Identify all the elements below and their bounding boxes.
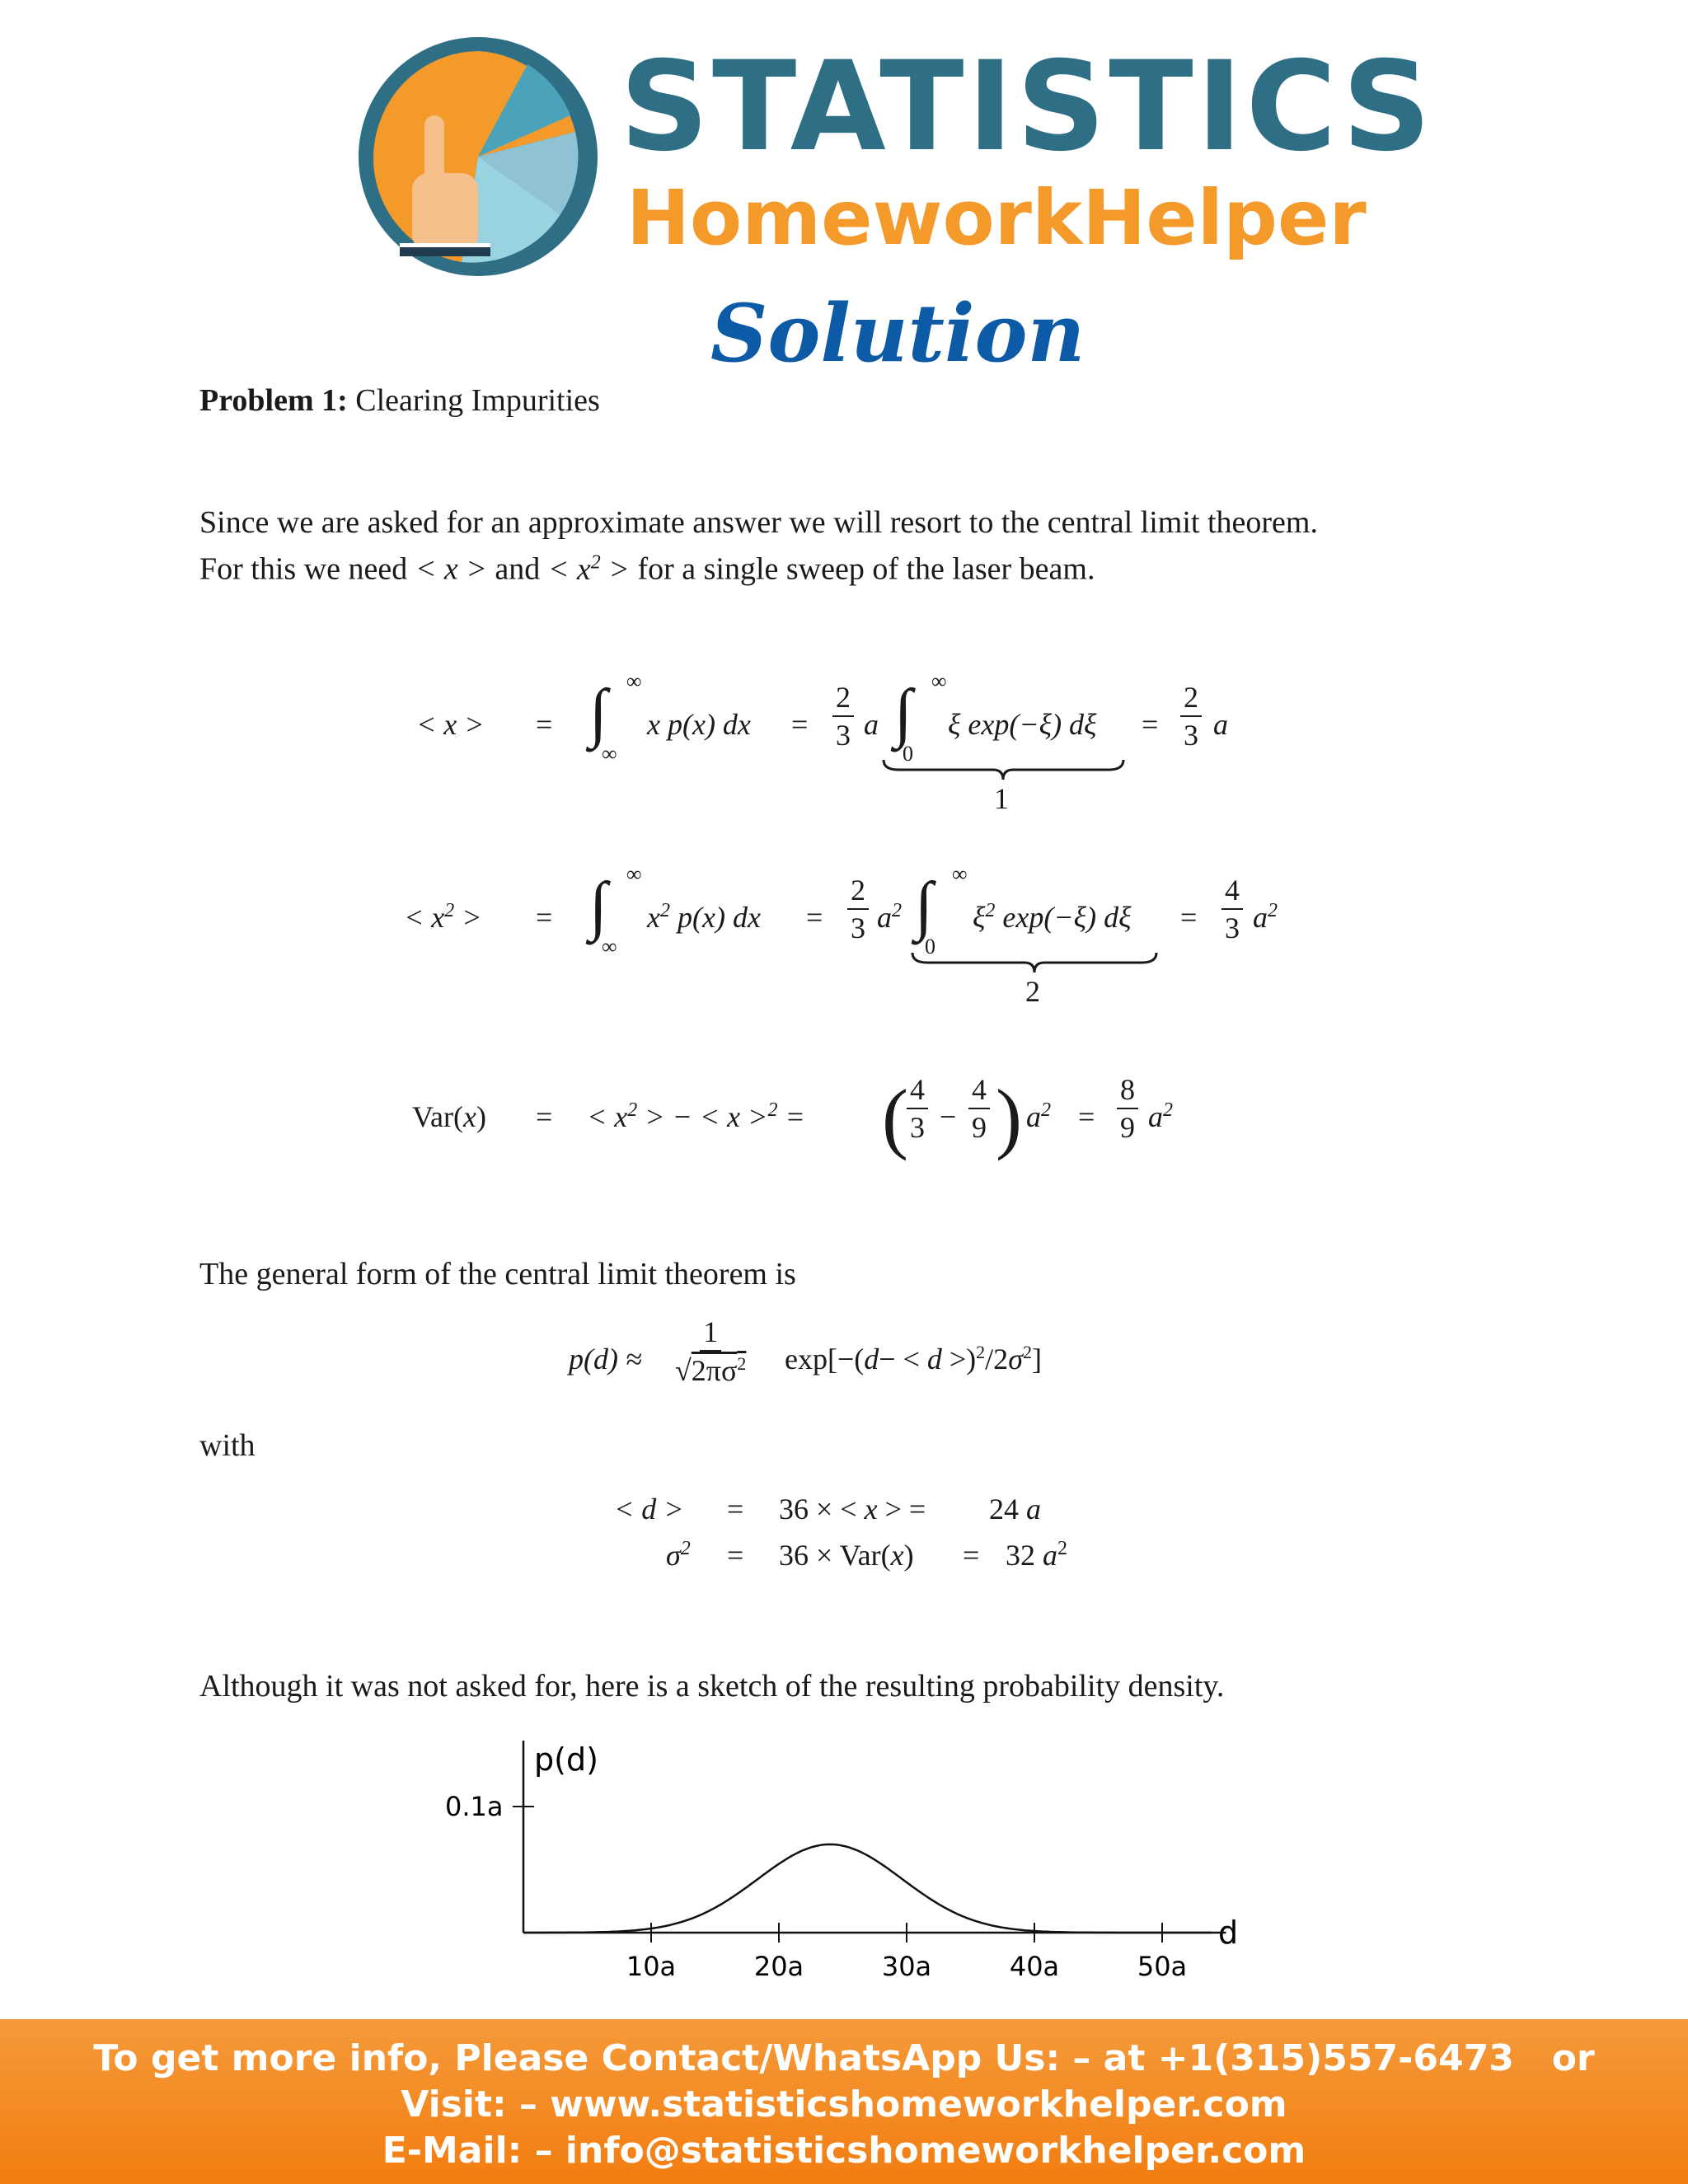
expectation-x2: < $x^2$ >	[547, 551, 630, 587]
brand-name-bottom: HomeworkHelper	[626, 174, 1367, 262]
expectation-x: < x >	[415, 551, 487, 587]
equation-variance: Var(x) = < $x^2$ > − < x >$^2$ = ( $\frac{4}{3}$ − $\frac{4}{9}$ ) $a^2$ = $\frac{8}{9}$ $a^2$	[412, 1073, 1173, 1161]
sketch-intro-text: Although it was not asked for, here is a sketch of the resulting probability density.	[199, 1669, 1225, 1704]
intro-line-1: Since we are asked for an approximate answer we will resort to the central limit theorem.	[199, 505, 1318, 540]
x-tick-label: 20a	[753, 1951, 804, 1982]
contact-footer	[0, 2019, 1688, 2184]
problem-label: Problem 1:	[199, 383, 348, 418]
footer-website-line[interactable]: Visit: – www.statisticshomeworkhelper.com	[401, 2083, 1287, 2125]
footer-email-line[interactable]: E-Mail: – info@statisticshomeworkhelper.com	[382, 2130, 1306, 2172]
page-title: Solution	[710, 287, 1085, 380]
equation-parameters: < d > = 36 × < x > = 24 a $\sigma^2$ = 36 × Var(x) = 32 $a^2$	[614, 1493, 1067, 1572]
x-tick-label: 30a	[881, 1951, 932, 1982]
x-tick-label: 10a	[626, 1951, 677, 1982]
y-axis-label: p(d)	[534, 1741, 598, 1778]
x-tick-label: 40a	[1009, 1951, 1060, 1982]
y-tick-label: 0.1a	[445, 1791, 504, 1822]
problem-title: Clearing Impurities	[355, 383, 600, 418]
x-tick-label: 50a	[1137, 1951, 1188, 1982]
with-text: with	[199, 1428, 256, 1463]
density-curve	[523, 1844, 1226, 1933]
equation-second-moment: < $x^2$ > = ∫ ∞ ∞ $x^2$ p(x) dx = $\frac{2}{3}$ $a^2$ ∫ ∞ 0 $\xi^2$ exp(−ξ) dξ 2 = $\frac{4}{3}$ $a^2$	[404, 862, 1278, 1008]
equation-clt: p(d) ≈ $\frac{1}{√2\pi\sigma^2}$ $\exp[-(d- < d >)^2/2\sigma^2]$	[569, 1315, 1042, 1387]
x-axis-label: d	[1218, 1915, 1239, 1951]
equation-mean: < x > = ∫ ∞ ∞ x p(x) dx = $\frac{2}{3}$ a ∫ ∞ 0 ξ exp(−ξ) dξ 1 = $\frac{2}{3}$ a	[416, 669, 1228, 815]
footer-contact-line: To get more info, Please Contact/WhatsApp Us: – at +1(315)557-6473 or	[93, 2037, 1595, 2079]
intro-line-2: For this we need < x > and < $x^2$ > for a single sweep of the laser beam.	[199, 551, 1095, 587]
brand-name-top: STATISTICS	[620, 35, 1435, 179]
clt-intro-text: The general form of the central limit theorem is	[199, 1257, 796, 1291]
